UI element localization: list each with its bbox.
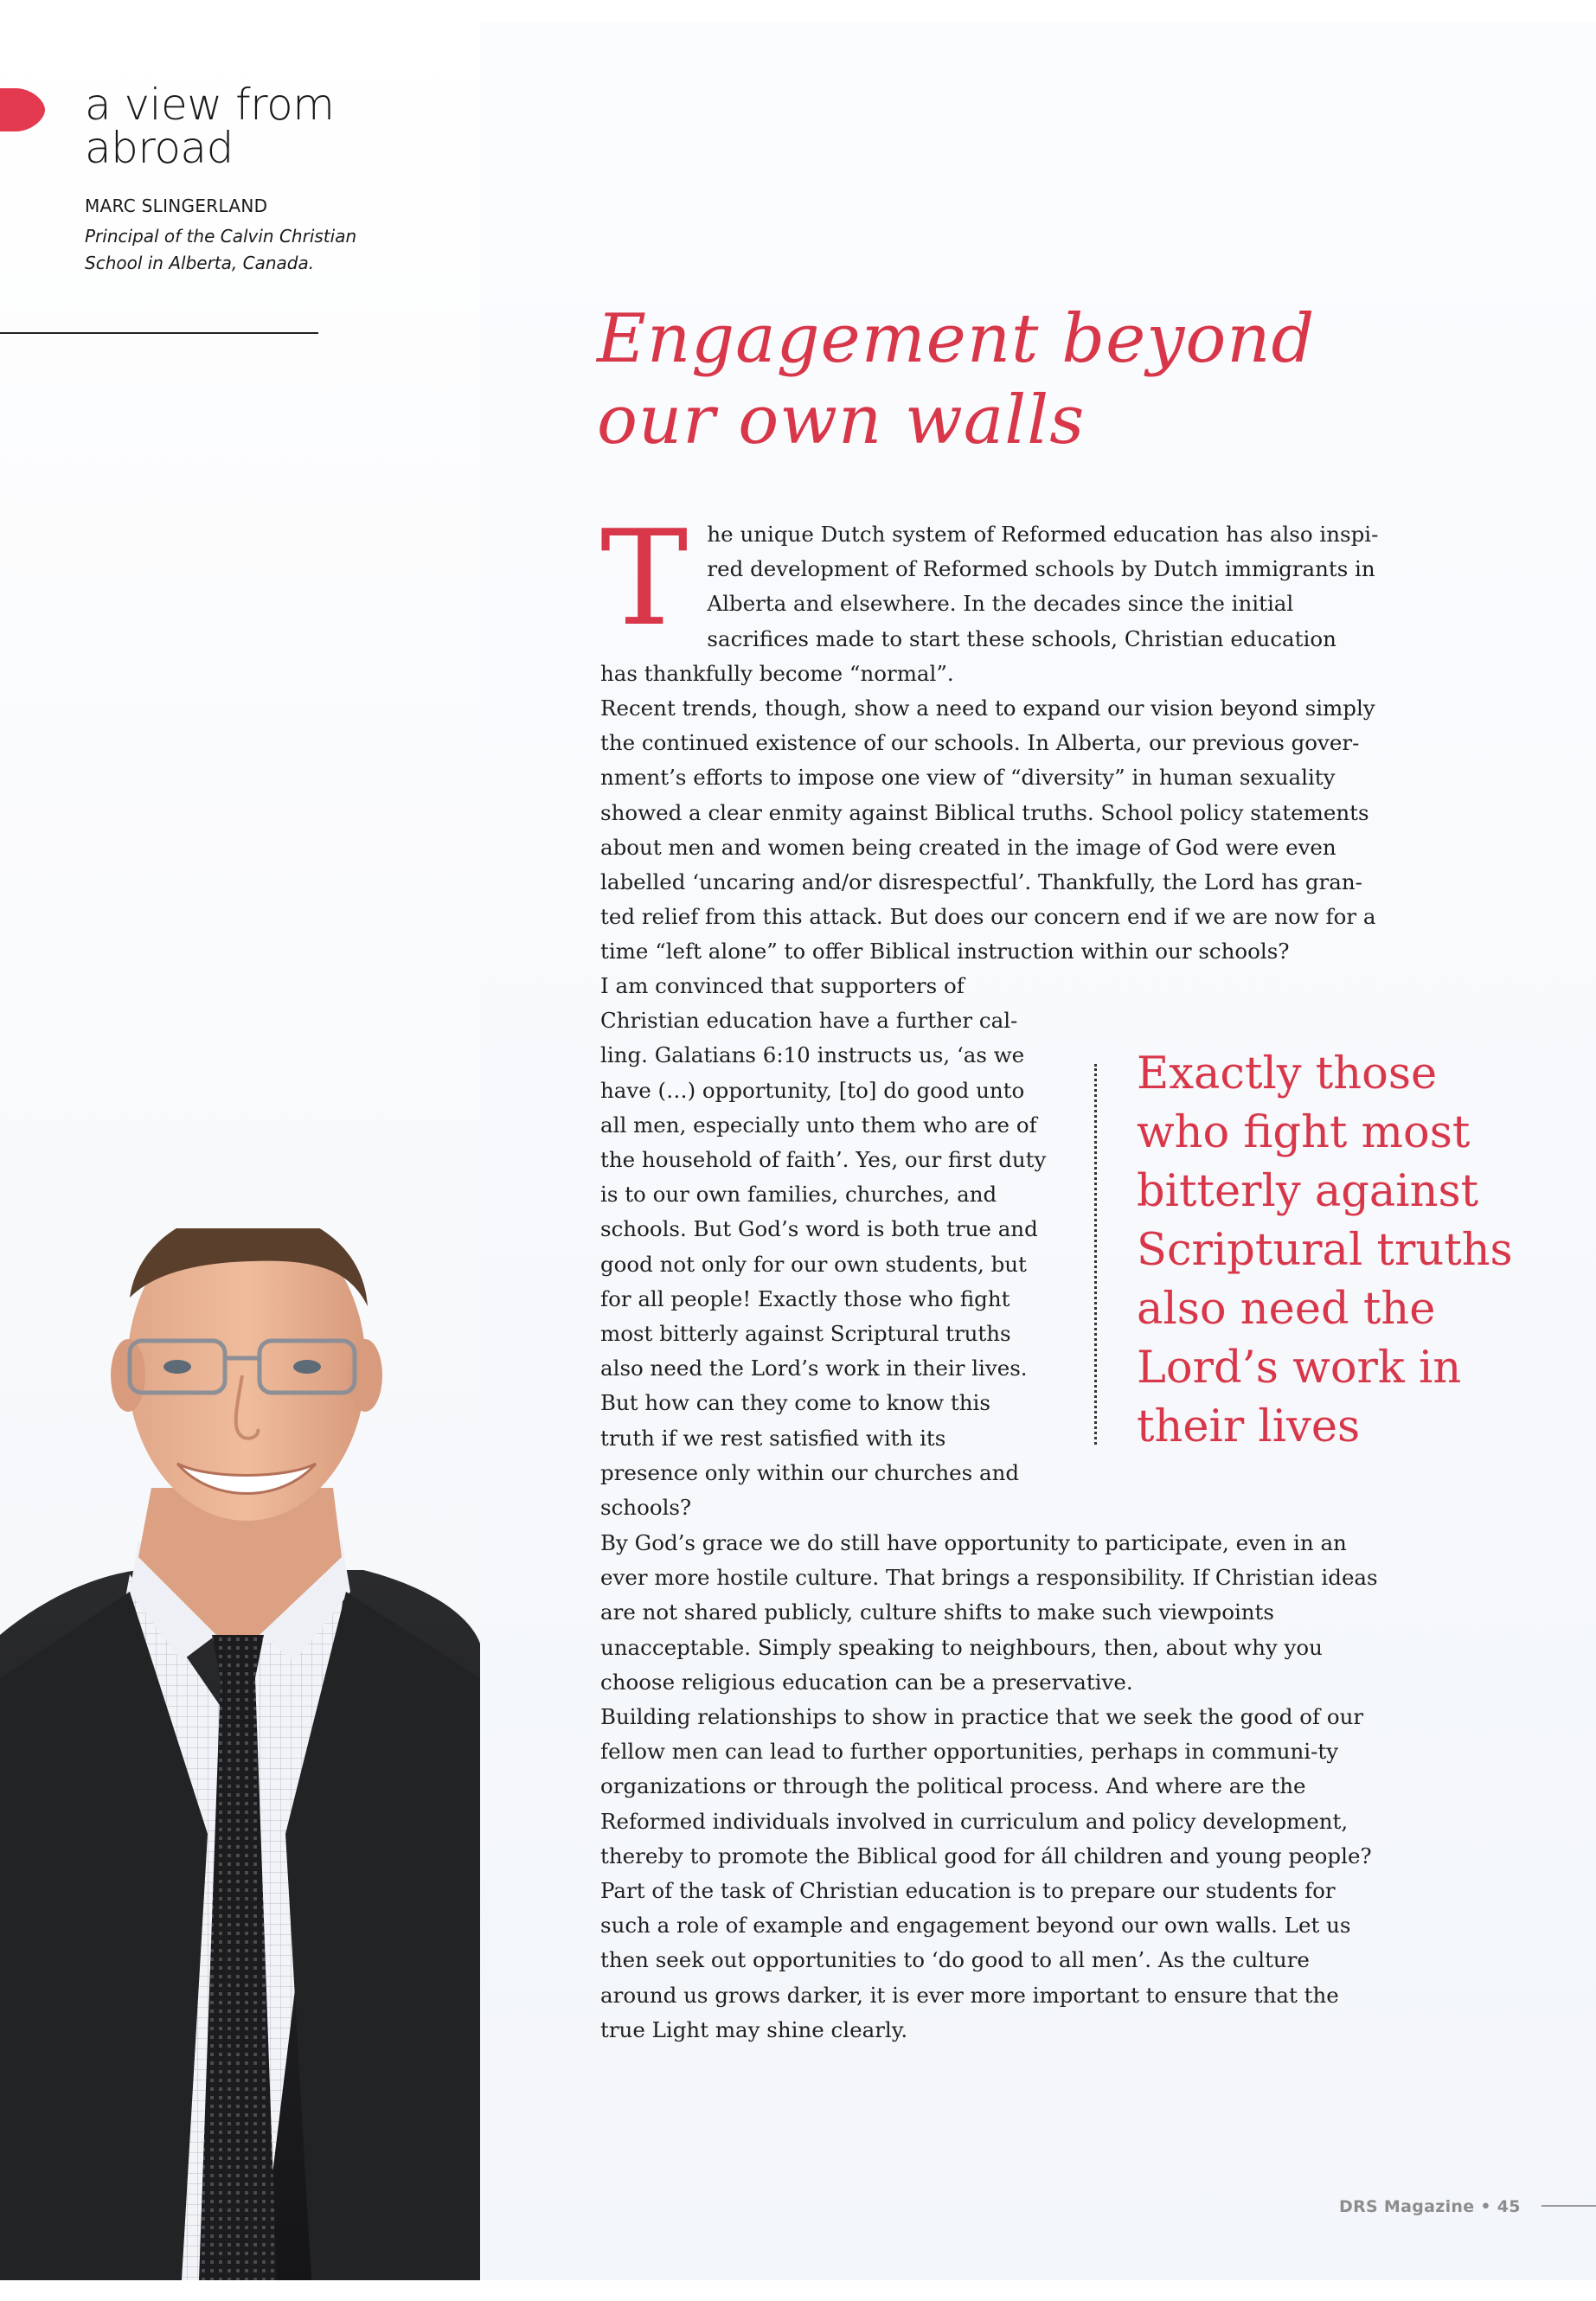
section-title-line1: a view from [85, 80, 335, 130]
pull-quote: Exactly those who fight most bitterly against Scriptural truths also need the Lord’s work in their lives [1137, 1048, 1513, 1452]
section-marker-icon [0, 88, 45, 131]
author-photo [0, 1228, 480, 2280]
paragraph-5: Building relationships to show in practice that we seek the good of our fellow men can lead to further opportunities, perhaps in communi-ty organizations or through the political process. And where are the Reformed individuals involved in curriculum and policy development, thereby to promote the Biblical good for áll children and young people? Part of the task of Christian education is to prepare our students for such a role of example and engagement beyond our own walls. Let us then seek out opportunities to ‘do good to all men’. As the culture around us grows darker, it is ever more important to ensure that the true Light may shine clearly. [600, 1704, 1372, 2042]
section-title-line2: abroad [85, 123, 234, 173]
author-role-line2: School in Alberta, Canada. [85, 253, 315, 273]
paragraph-2: Recent trends, though, show a need to expand our vision beyond simply the continued existence of our schools. In Alberta, our previous gover-nment’s efforts to impose one view of “diversity” in human sexuality showed a clear enmity against Biblical truths. School policy statements about men and women being created in the image of God were even labelled ‘uncaring and/or disrespectful’. Thankfully, the Lord has gran-ted relief from this attack. But does our concern end if we are now for a time “left alone” to offer Biblical instruction within our schools? [600, 695, 1376, 965]
author-name: MARC SLINGERLAND [85, 195, 268, 216]
author-role-line1: Principal of the Calvin Christian [85, 226, 357, 247]
paragraph-1: he unique Dutch system of Reformed education has also inspi-red development of Reformed schools by Dutch immigrants in Alberta and elsewhere. In the decades since the initial sacrifices made to start these schools, Christian education has thankfully become “normal”. [600, 522, 1379, 686]
article-title-line2: our own walls [597, 381, 1086, 459]
footer-page-label: DRS Magazine • 45 [1339, 2197, 1521, 2216]
article-closing [600, 1526, 1379, 2048]
pull-quote-divider [1094, 1064, 1097, 1445]
article-title [597, 298, 1427, 461]
footer-rule [1542, 2205, 1596, 2207]
section-title [85, 80, 448, 173]
author-divider [0, 332, 318, 334]
article-intro [600, 502, 1379, 970]
paragraph-3: I am convinced that supporters of Christian education have a further cal-ling. Galatians 6:10 instructs us, ‘as we have (…) opportunity, [to] do good unto all men, especially unto them who are of the household of faith’. Yes, our first duty is to our own families, churches, and schools. But God’s word is both true and good not only for our own students, but for all people! Exactly those who fight most bitterly against Scriptural truths also need the Lord’s work in their lives. But how can they come to know this truth if we rest satisfied with its presence only within our churches and schools? [600, 973, 1047, 1521]
article-title-line1: Engagement beyond [597, 300, 1316, 378]
paragraph-4: By God’s grace we do still have opportunity to participate, even in an ever more hostile culture. That brings a responsibility. If Christian ideas are not shared publicly, culture shifts to make such viewpoints unacceptable. Simply speaking to neighbours, then, about why you choose religious education can be a preservative. [600, 1530, 1378, 1695]
author-role [85, 223, 396, 277]
drop-cap: T [600, 502, 689, 655]
